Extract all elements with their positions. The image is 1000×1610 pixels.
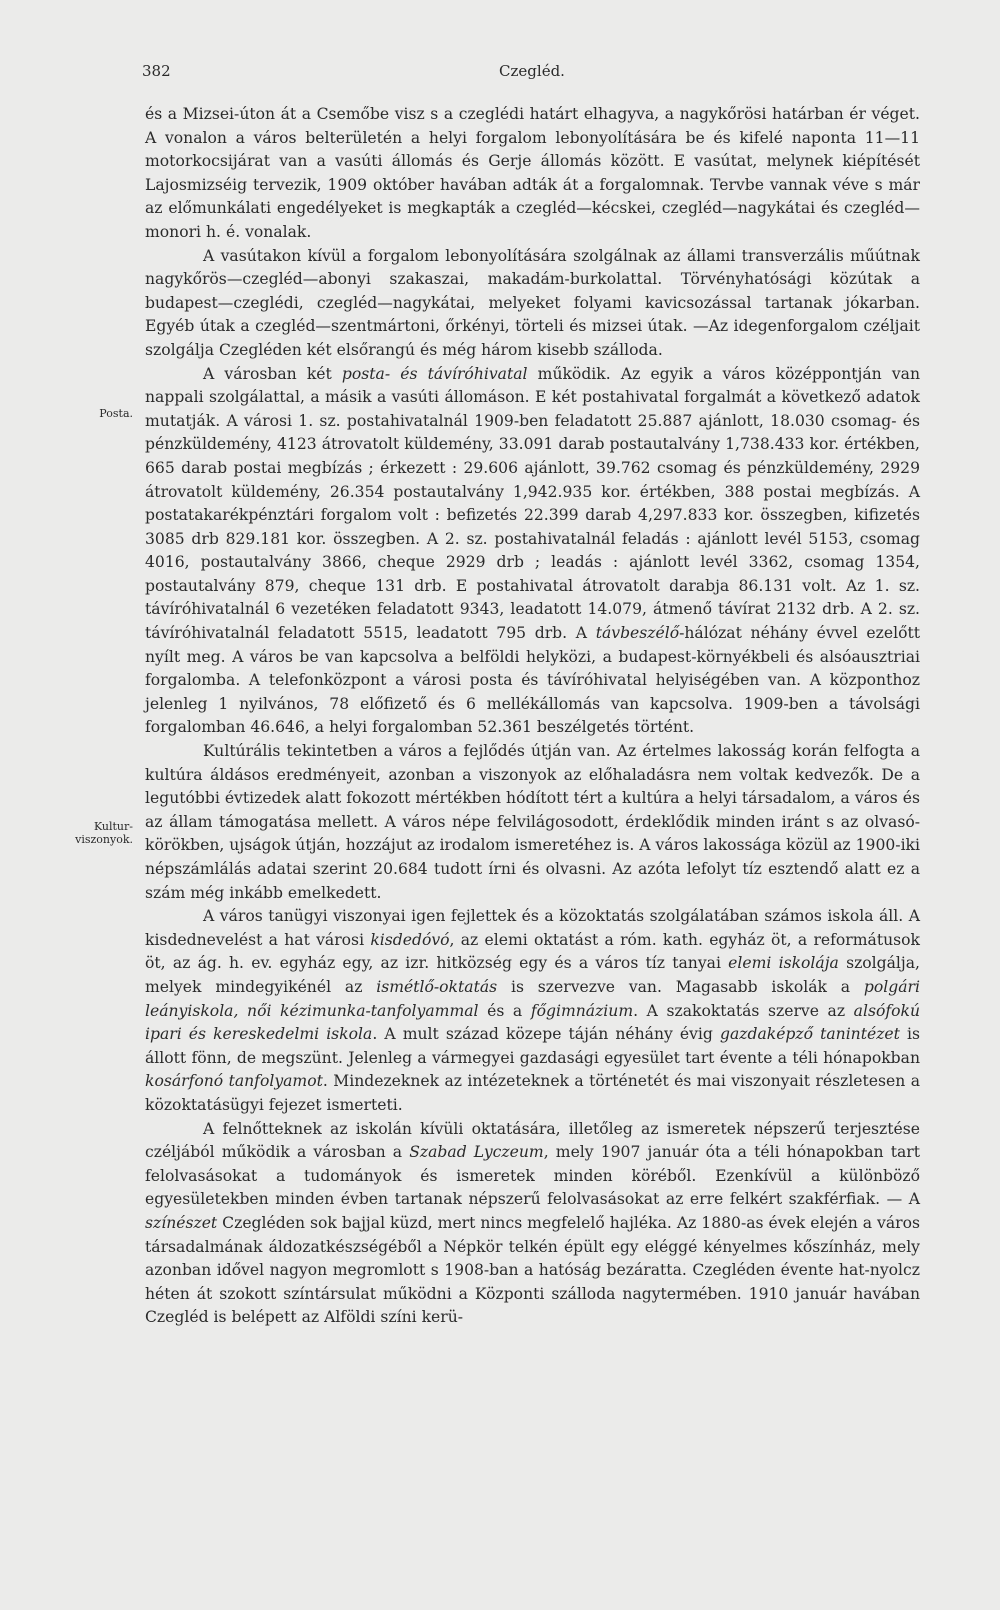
emphasis-text: gazdaképző tanintézet [719, 1025, 900, 1044]
text-run: Czegléden sok bajjal küzd, mert nincs megfelelő hajléka. Az 1880-as évek elején a város társadalmának áldozatkészségéből a Népkör telkén épült egy eléggé kényelmes kőszínház, mely azonban idővel nagyon megromlott s 1908-ban a hatóság bezáratta. Czegléden évente hat-nyolcz héten át szokott színtársulat működni a Központi szálloda nagytermében. 1910 január havában Czegléd is belépett az Alföldi színi kerü- [145, 1213, 920, 1327]
text-run: is állott fönn, de megszünt. Jelenleg a vármegyei gazdasági egyesület tart évente a téli hónapokban [145, 1025, 921, 1067]
emphasis-text: Szabad Lyczeum [409, 1143, 544, 1162]
emphasis-text: színészet [145, 1213, 218, 1232]
page-number: 382 [142, 62, 171, 80]
text-run: is szervezve van. Magasabb iskolák a [497, 977, 864, 996]
text-run: , mely 1907 január óta a téli hónapokban tart felolvasásokat a tudományok és ismeretek minden köréből. Ezenkívül a különböző egyesületekben minden évben tartanak népszerű felolvasásokat az erre felkért szakférfiak. — A [145, 1143, 920, 1209]
margin-note-kultur: Kultur-viszonyok. [75, 820, 133, 846]
text-run: A városban két [203, 364, 342, 383]
text-run: Kultúrális tekintetben a város a fejlődés útján van. Az értelmes lakosság korán felfogta a kultúra áldásos eredményeit, azonban a viszonyok az előhaladásra nem voltak kedvezők. De a legutóbbi évtizedek alatt fokozott mértékben hódított tért a kultúra a helyi társadalom, a város és az állam támogatása mellett. A város népe felvilágosodott, érdeklődik minden iránt s az olvasó-körökben, ujságok útján, hozzájut az irodalom ismeretéhez is. A város lakossága közül az 1900-iki népszámlálás adatai szerint 20.684 tudott írni és olvasni. Az azóta lefolyt tíz esztendő alatt ez a szám még inkább emelkedett. [145, 742, 920, 902]
text-run: -hálózat néhány évvel ezelőtt nyílt meg. A város be van kapcsolva a belföldi helyközi, a budapest-környékbeli és alsóausztriai forgalomba. A telefonközpont a városi posta és távíróhivatal helyiségében van. A központhoz jelenleg 1 nyilvános, 78 előfizető és 6 mellékállomás van kapcsolva. 1909-ben a távolsági forgalomban 46.646, a helyi forgalomban 52.361 beszélgetés történt. [145, 624, 920, 737]
emphasis-text: főgimnázium [530, 1001, 634, 1020]
text-run: . Mindezeknek az intézeteknek a történetét és mai viszonyait részletesen a közoktatásügyi fejezet ismerteti. [145, 1072, 920, 1114]
paragraph [145, 905, 920, 1117]
text-run: működik. Az egyik a város középpontján van nappali szolgálattal, a másik a vasúti állomáson. E két postahivatal forgalmát a következő adatok mutatják. A városi 1. sz. postahivatalnál 1909-ben feladatott 25.887 ajánlott, 18.030 csomag- és pénzküldemény, 4123 átrovatolt küldemény, 33.091 darab postautalvány 1,738.433 kor. értékben, 665 darab postai megbízás ; érkezett : 29.606 ajánlott, 39.762 csomag és pénzküldemény, 2929 átrovatolt küldemény, 26.354 postautalvány 1,942.935 kor. értékben, 388 postai megbízás. A postatakarékpénztári forgalom volt : befizetés 22.399 darab 4,297.833 kor. összegben, kifizetés 3085 drb 829.181 kor. összegben. A 2. sz. postahivatalnál feladás : ajánlott levél 5153, csomag 4016, postautalvány 3866, cheque 2929 drb ; leadás : ajánlott levél 3362, csomag 1354, postautalvány 879, cheque 131 drb. E postahivatal átrovatolt darabja 86.131 volt. Az 1. sz. távíróhivatalnál 6 vezetéken feladatott 9343, leadatott 14.079, átmenő távírat 2132 drb. A 2. sz. távíróhivatalnál feladatott 5515, leadatott 795 drb. A [145, 364, 920, 643]
text-run: A felnőtteknek az iskolán kívüli oktatására, illetőleg az ismeretek népszerű terjesztése czéljából működik a városban a [145, 1119, 920, 1162]
body-text [145, 103, 920, 1330]
paragraph [145, 363, 920, 741]
emphasis-text: kosárfonó tanfolyamot [145, 1072, 323, 1091]
paragraph [145, 1118, 920, 1330]
emphasis-text: alsófokú ipari és kereskedelmi iskola [145, 1001, 920, 1044]
paragraph [145, 103, 920, 245]
text-run: . A szakoktatás szerve az [633, 1001, 854, 1020]
emphasis-text: elemi iskolája [728, 954, 839, 973]
text-run: A vasútakon kívül a forgalom lebonyolítására szolgálnak az állami transverzális műútnak nagykőrös—czegléd—abonyi szakaszai, makadám-burkolattal. Törvényhatósági közútak a budapest—czeglédi, czegléd—nagykátai, melyeket folyami kavicsozással tartanak jókarban. Egyéb útak a czegléd—szentmártoni, őrkényi, törteli és mizsei útak. —Az idegenforgalom czéljait szolgálja Czegléden két elsőrangú és még három kisebb szálloda. [145, 246, 920, 359]
text-run: A város tanügyi viszonyai igen fejlettek és a közoktatás szolgálatában számos iskola áll. A kisdednevelést a hat városi [145, 907, 920, 949]
paragraph [145, 740, 920, 905]
text-run: szolgálja, melyek mindegyikénél az [145, 954, 921, 996]
emphasis-text: ismétlő-oktatás [376, 977, 498, 996]
page-header [142, 62, 922, 86]
text-run: és a [478, 1001, 531, 1020]
text-run: és a Mizsei-úton át a Csemőbe visz s a czeglédi határt elhagyva, a nagykőrösi határban ér véget. A vonalon a város belterületén a helyi forgalom lebonyolítására be és kifelé naponta 11—11 motorkocsijárat van a vasúti állomás és Gerje állomás között. E vasútat, melynek kiépítését Lajosmizséig tervezik, 1909 október havában adták át a forgalomnak. Tervbe vannak véve s már az előmunkálati engedélyeket is megkapták a czegléd—kécskei, czegléd—nagykátai és czegléd—monori h. é. vonalak. [145, 105, 920, 241]
emphasis-text: posta- és távíróhivatal [341, 364, 528, 383]
paragraph [145, 245, 920, 363]
emphasis-text: kisdedóvó [370, 930, 450, 949]
text-run: , az elemi oktatást a róm. kath. egyház öt, a reformátusok öt, az ág. h. ev. egyház egy, az izr. hitközség egy és a város tíz tanyai [145, 930, 920, 973]
emphasis-text: távbeszélő [595, 624, 680, 643]
emphasis-text: polgári leányiskola, női kézimunka-tanfolyammal [145, 977, 920, 1020]
running-title: Czegléd. [499, 62, 565, 80]
margin-note-posta: Posta. [99, 407, 133, 420]
text-run: . A mult század közepe táján néhány évig [372, 1025, 720, 1044]
